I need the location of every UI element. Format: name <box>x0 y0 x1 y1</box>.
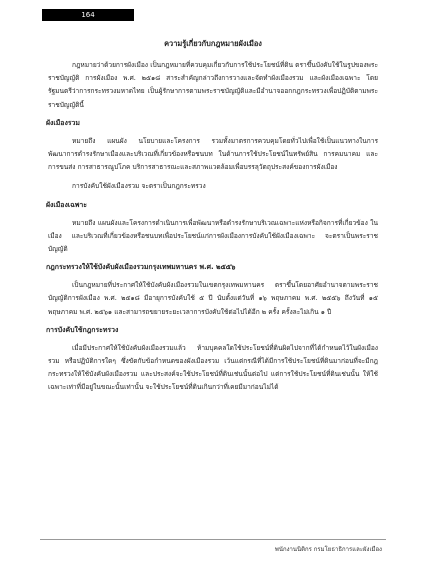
footer-divider <box>40 539 386 540</box>
section-paragraph-master-plan-enforcement: การบังคับใช้ผังเมืองรวม จะตราเป็นกฎกระทรวง <box>72 182 206 191</box>
section-heading-specific-plan: ผังเมืองเฉพาะ <box>46 200 87 209</box>
page-number: 164 <box>42 9 134 21</box>
section-paragraph-bangkok-regulation: เป็นกฎหมายที่ประกาศให้ใช้บังคับผังเมืองรวมในเขตกรุงเทพมหานคร ตราขึ้นโดยอาศัยอำนาจตามพระราชบัญญัติการผังเมือง พ.ศ. ๒๕๑๘ มีอายุการบังคับใช้ ๕ ปี นับตั้งแต่วันที่ ๑๖ พฤษภาคม พ.ศ. ๒๕๕๖ ถึงวันที่ ๑๕ พฤษภาคม พ.ศ. ๒๕๖๑ และสามารถขยายระยะเวลาการบังคับใช้ต่อไปได้อีก ๒ ครั้ง ครั้งละไม่เกิน ๑ ปี <box>48 281 378 316</box>
section-paragraph-master-plan: หมายถึง แผนผัง นโยบายและโครงการ รวมทั้งมาตรการควบคุมโดยทั่วไปเพื่อใช้เป็นแนวทางในการพัฒนาการดำรงรักษาเมืองและบริเวณที่เกี่ยวข้องหรือชนบท ในด้านการใช้ประโยชน์ในทรัพย์สิน การคมนาคม และการขนส่ง การสาธารณูปโภค บริการสาธารณะและสภาพแวดล้อมเพื่อบรรลุวัตถุประสงค์ของการผังเมือง <box>48 136 378 172</box>
document-body <box>48 38 378 401</box>
section-paragraph-regulation-enforcement: เมื่อมีประกาศให้ใช้บังคับผังเมืองรวมแล้ว ห้ามบุคคลใดใช้ประโยชน์ที่ดินผิดไปจากที่ได้กำหนดไว้ในผังเมืองรวม หรือปฏิบัติการใดๆ ซึ่งขัดกับข้อกำหนดของผังเมืองรวม เว้นแต่กรณีที่ได้มีการใช้ประโยชน์ที่ดินมาก่อนที่จะมีกฎกระทรวงให้ใช้บังคับผังเมืองรวม และประสงค์จะใช้ประโยชน์ที่ดินเช่นนั้นต่อไป แต่การใช้ประโยชน์ที่ดินเช่นนั้น ให้ใช้เฉพาะเท่าที่มีอยู่ในขณะนั้นเท่านั้น จะใช้ประโยชน์ที่ดินเกินกว่าที่เคยมีมาก่อนไม่ได้ <box>48 343 378 392</box>
page-footer: พนักงานนิติกร กรมโยธาธิการและผังเมือง <box>274 546 382 553</box>
section-heading-master-plan: ผังเมืองรวม <box>46 118 80 127</box>
section-paragraph-specific-plan: หมายถึง แผนผังและโครงการดำเนินการเพื่อพัฒนาหรือดำรงรักษาบริเวณเฉพาะแห่งหรือกิจการที่เกี่ยวข้อง ในเมือง และบริเวณที่เกี่ยวข้องหรือชนบทเพื่อประโยชน์แก่การผังเมืองการบังคับใช้ผังเมืองเฉพาะ จะตราเป็นพระราชบัญญัติ <box>48 218 378 254</box>
section-heading-regulation-enforcement: การบังคับใช้กฎกระทรวง <box>46 325 119 334</box>
section-heading-bangkok-regulation: กฎกระทรวงให้ใช้บังคับผังเมืองรวมกรุงเทพมหานคร พ.ศ. ๒๕๕๖ <box>46 263 236 272</box>
page-title: ความรู้เกี่ยวกับกฎหมายผังเมือง <box>164 39 262 48</box>
section-paragraph-intro: กฎหมายว่าด้วยการผังเมือง เป็นกฎหมายที่ควบคุมเกี่ยวกับการใช้ประโยชน์ที่ดิน ตราขึ้นบังคับใช้ในรูปของพระราชบัญญัติ การผังเมือง พ.ศ. ๒๕๑๘ สาระสำคัญกล่าวถึงการวางและจัดทำผังเมืองรวม และผังเมืองเฉพาะ โดยรัฐมนตรีว่าการกระทรวงมหาดไทย เป็นผู้รักษาการตามพระราชบัญญัติและมีอำนาจออกกฎกระทรวงเพื่อปฏิบัติตามพระราชบัญญัตินี้ <box>48 61 378 109</box>
